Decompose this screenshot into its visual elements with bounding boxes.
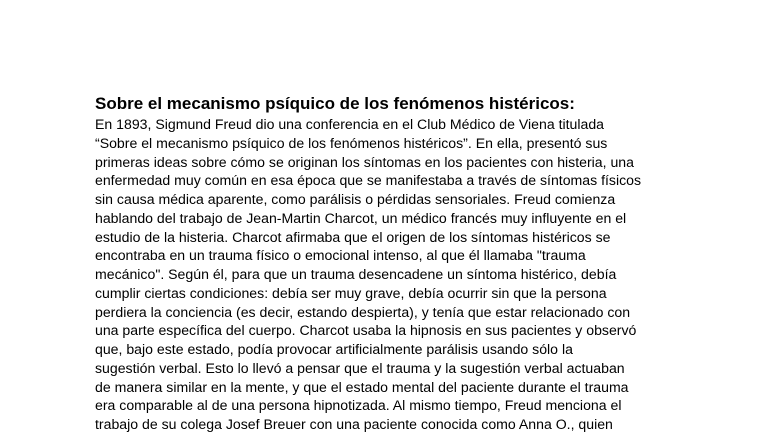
paragraph-line: mecánico". Según él, para que un trauma desencadene un síntoma histérico, debía bbox=[95, 266, 617, 282]
paragraph-line: trabajo de su colega Josef Breuer con una paciente conocida como Anna O., quien bbox=[95, 416, 613, 432]
paragraph-line: sin causa médica aparente, como parálisis o pérdidas sensoriales. Freud comienza bbox=[95, 191, 616, 207]
paragraph-line: primeras ideas sobre cómo se originan los síntomas en los pacientes con histeria, una bbox=[95, 153, 634, 170]
paragraph-line: que, bajo este estado, podía provocar artificialmente parálisis usando sólo la bbox=[95, 341, 573, 357]
paragraph-line: sugestión verbal. Esto lo llevó a pensar que el trauma y la sugestión verbal actuaban bbox=[95, 359, 625, 376]
paragraph-line: cumplir ciertas condiciones: debía ser muy grave, debía ocurrir sin que la persona bbox=[95, 284, 607, 301]
paragraph-line: perdiera la conciencia (es decir, estando despierta), y tenía que estar relacionado con bbox=[95, 303, 631, 320]
document-body bbox=[95, 93, 695, 434]
paragraph-line: de manera similar en la mente, y que el estado mental del paciente durante el trauma bbox=[95, 378, 629, 395]
paragraph-line: enfermedad muy común en esa época que se manifestaba a través de síntomas físicos bbox=[95, 172, 642, 189]
paragraph-line: En 1893, Sigmund Freud dio una conferencia en el Club Médico de Viena titulada bbox=[95, 116, 605, 132]
paragraph-line: estudio de la histeria. Charcot afirmaba que el origen de los síntomas histéricos se bbox=[95, 228, 611, 245]
paragraph-line: una parte específica del cuerpo. Charcot usaba la hipnosis en sus pacientes y observó bbox=[95, 322, 637, 339]
paragraph-line: hablando del trabajo de Jean-Martin Charcot, un médico francés muy influyente en el bbox=[95, 209, 627, 226]
document-paragraph bbox=[95, 115, 695, 434]
paragraph-line: encontraba en un trauma físico o emocional intenso, al que él llamaba "trauma bbox=[95, 247, 586, 264]
document-heading: Sobre el mecanismo psíquico de los fenómenos histéricos: bbox=[95, 94, 575, 113]
paragraph-line: era comparable al de una persona hipnotizada. Al mismo tiempo, Freud menciona el bbox=[95, 397, 622, 414]
paragraph-line: “Sobre el mecanismo psíquico de los fenómenos histéricos”. En ella, presentó sus bbox=[95, 134, 608, 151]
